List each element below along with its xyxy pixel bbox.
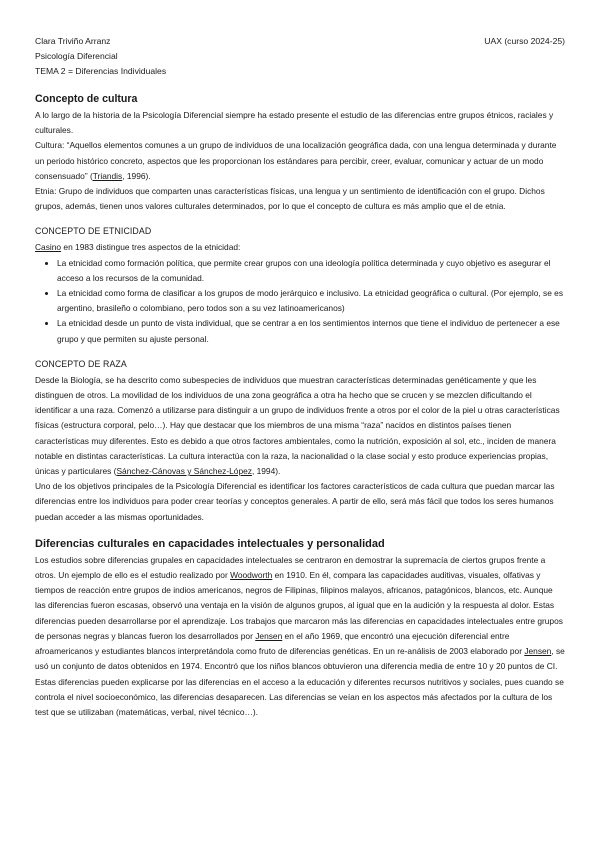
paragraph: Los estudios sobre diferencias grupales en capacidades intelectuales se centraron en demostrar la supremacía de ciertos grupos frente a otros. Un ejemplo de ello es el estudio realizado por Woodworth en 1910. En él, compara las capacidades auditivas, visuales, olfativas y tiempos de reacción entre grupos de indios americanos, negros de Filipinas, filipinos malayos, africanos, patagónicos, blancos, etc. Aunque las diferencias fueron escasas, observó una ventaja en la visión de algunos grupos, al igual que en la audición y la respuesta al dolor. Estas diferencias pueden desarrollarse por el aprendizaje. Los trabajos que marcaron más las diferencias en capacidades intelectuales entre grupos de personas negras y blancas fueron los desarrollados por Jensen en el año 1969, que encontró una ejecución diferencial entre afroamericanos y estudiantes blancos interpretándola como fruto de diferencias genéticas. En un re-análisis de 2003 elaborado por Jensen, se usó un conjunto de datos obtenidos en 1974. Encontró que los niños blancos obtuvieron una diferencia media de entre 10 y 20 puntos de CI. Estas diferencias pueden explicarse por las diferencias en el acceso a la educación y diferentes recursos nutritivos y sociales, pues cuando se controla el nivel socioeconómico, las diferencias desaparecen. Las diferencias se veían en los aspectos más afectados por la cultura de los test que se utilizaban (matemáticas, verbal, nivel técnico…). — [35, 554, 565, 717]
section-title-raza: CONCEPTO DE RAZA — [35, 358, 127, 369]
section-title-etnicidad: CONCEPTO DE ETNICIDAD — [35, 226, 152, 237]
author-name: Clara Triviño Arranz — [35, 36, 111, 46]
list-item: • La etnicidad como formación política, que permite crear grupos con una ideología política determinada y cuyo objetivo es asegurar el acceso a los recursos de la comunidad. — [57, 256, 565, 286]
citation-link[interactable]: Jensen — [524, 646, 552, 657]
paragraph: A lo largo de la historia de la Psicología Diferencial siempre ha estado presente el estudio de las diferencias entre grupos étnicos, raciales y culturales. — [35, 110, 554, 136]
course-label: UAX (curso 2024-25) — [484, 36, 565, 46]
paragraph: Etnia: Grupo de individuos que comparten unas características físicas, una lengua y un sentimiento de identificación con el grupo. Dichos grupos, además, tienen unos valores culturales determinados, por lo que el concepto de cultura es más amplio que el de etnia. — [35, 186, 545, 212]
paragraph: Uno de los objetivos principales de la Psicología Diferencial es identificar los factores característicos de cada cultura que puedan marcar las diferencias entre los individuos para poder crear teorías y conceptos generales. A partir de ello, será más fácil que todos los seres humanos puedan acceder a las mismas oportunidades. — [35, 481, 555, 522]
citation-link[interactable]: Triandis — [92, 170, 123, 181]
section-title-cultura: Concepto de cultura — [35, 93, 138, 105]
citation-link[interactable]: Woodworth — [230, 570, 273, 581]
topic-label: TEMA 2 = Diferencias Individuales — [35, 66, 167, 76]
citation-link[interactable]: Sánchez-Cánovas y Sánchez-López — [116, 466, 252, 477]
citation-link[interactable]: Casino — [35, 242, 62, 253]
document-page — [35, 34, 565, 720]
paragraph: Casino en 1983 distingue tres aspectos de la etnicidad: — [35, 242, 241, 253]
paragraph: Desde la Biología, se ha descrito como subespecies de individuos que muestran características determinadas genéticamente y que les distinguen de otros. La movilidad de los individuos de una zona geográfica a otra ha hecho que se crucen y se mezclen dificultando el identificar a una raza. Comenzó a utilizarse para distinguir a un grupo de individuos frente a otros por el color de la piel u otras características físicas (estructura corporal, pelo…). Hay que destacar que los miembros de una misma “raza” nacidos en distintos países tienen características muy diferentes. Esto es debido a que otros factores ambientales, como la nutrición, exposición al sol, etc., inciden de manera notable en distintas características. La cultura interactúa con la raza, la nacionalidad o la clase social y esto produce experiencias propias, únicas y particulares (Sánchez-Cánovas y Sánchez-López, 1994). — [35, 374, 560, 477]
list-item: • La etnicidad como forma de clasificar a los grupos de modo jerárquico e inclusivo. La etnicidad geográfica o cultural. (Por ejemplo, se es argentino, brasileño o colombiano, pero todos son a su vez latinoamericanos) — [57, 286, 565, 316]
subject-label: Psicología Diferencial — [35, 51, 118, 61]
citation-link[interactable]: Jensen — [255, 630, 283, 641]
paragraph: Cultura: “Aquellos elementos comunes a un grupo de individuos de una localización geográfica dada, con una lengua determinada y durante un periodo histórico concreto, aspectos que les proporcionan los estándares para percibir, creer, evaluar, comunicar y actuar de un modo consensuado” (Triandis, 1996). — [35, 140, 557, 181]
bullet-list — [35, 256, 565, 347]
section-title-diferencias: Diferencias culturales en capacidades intelectuales y personalidad — [35, 537, 385, 550]
list-item: • La etnicidad desde un punto de vista individual, que se centrar a en los sentimientos internos que tiene el individuo de pertenecer a ese grupo y que permiten su ajuste personal. — [57, 316, 565, 346]
header-row — [35, 34, 565, 49]
